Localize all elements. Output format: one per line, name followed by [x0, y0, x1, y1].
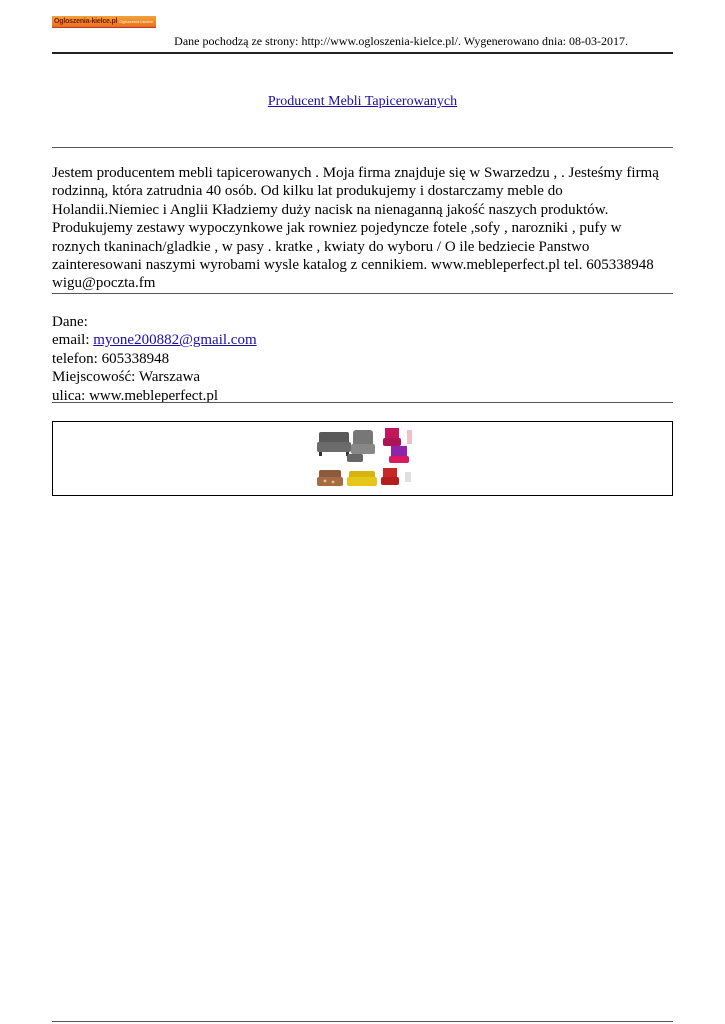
contact-phone-row [52, 350, 257, 368]
chair-swatch [407, 430, 412, 444]
description-divider [52, 293, 673, 294]
contact-street-value: www.mebleperfect.pl [89, 387, 219, 404]
furniture-gallery-image[interactable] [313, 424, 415, 492]
contact-heading: Dane: [52, 314, 88, 330]
contact-block [52, 313, 257, 405]
brown-sofa-pattern [332, 481, 335, 484]
red-chair-seat [381, 477, 399, 485]
contact-divider [52, 402, 673, 403]
site-logo-text: Ogloszenia-kielce.pl [54, 18, 118, 25]
yellow-sofa-seat [347, 477, 377, 486]
title-divider [52, 147, 673, 148]
contact-city-value: Warszawa [138, 369, 201, 386]
contact-phone-value: 605338948 [101, 350, 170, 367]
contact-street-label: ulica: [52, 387, 90, 404]
site-logo-tagline: Ogłoszenia lokalne [119, 18, 154, 24]
grey-armchair-seat [351, 444, 375, 454]
grey-sofa-leg [319, 452, 322, 456]
contact-email-label: email: [52, 332, 94, 349]
red-wingback-seat [383, 438, 401, 446]
brown-sofa-seat [317, 477, 343, 486]
contact-email-row [52, 331, 257, 349]
listing-image-box [52, 421, 673, 496]
grey-sofa-seat [317, 442, 351, 452]
grey-pouf [347, 454, 363, 462]
site-logo [52, 16, 156, 28]
contact-city-row [52, 368, 257, 386]
contact-city-label: Miejscowość: [52, 369, 139, 386]
listing-title-link[interactable]: Producent Mebli Tapicerowanych [267, 94, 458, 109]
header-divider [52, 52, 673, 54]
contact-email-link[interactable]: myone200882@gmail.com [93, 332, 257, 349]
chair-swatch [405, 472, 411, 482]
source-line: Dane pochodzą ze strony: http://www.ogloszenia-kielce.pl/. Wygenerowano dnia: 08-03-2017. [174, 34, 628, 48]
pink-wingback-seat [389, 456, 409, 463]
brown-sofa-pattern [324, 480, 327, 483]
contact-phone-label: telefon: [52, 350, 102, 367]
listing-description: Jestem producentem mebli tapicerowanych . Moja firma znajduje się w Swarzedzu , . Jesteśmy firmą rodzinną, która zatrudnia 40 osób. Od kilku lat produkujemy i dostarczamy meble do Holandii.Niemiec i Anglii Kładziemy duży nacisk na nienaganną jakość naszych produktów. Produkujemy zestawy wypoczynkowe jak rowniez pojedyncze fotele ,sofy , narozniki , pufy w roznych tkaninach/gladkie , w pasy . kratke , kwiaty do wyboru / O ile bedziecie Panstwo zainteresowani naszymi wyrobami wysle katalog z cennikiem. www.mebleperfect.pl tel. 605338948 wigu@poczta.fm [52, 165, 659, 292]
footer-divider [52, 1021, 673, 1022]
